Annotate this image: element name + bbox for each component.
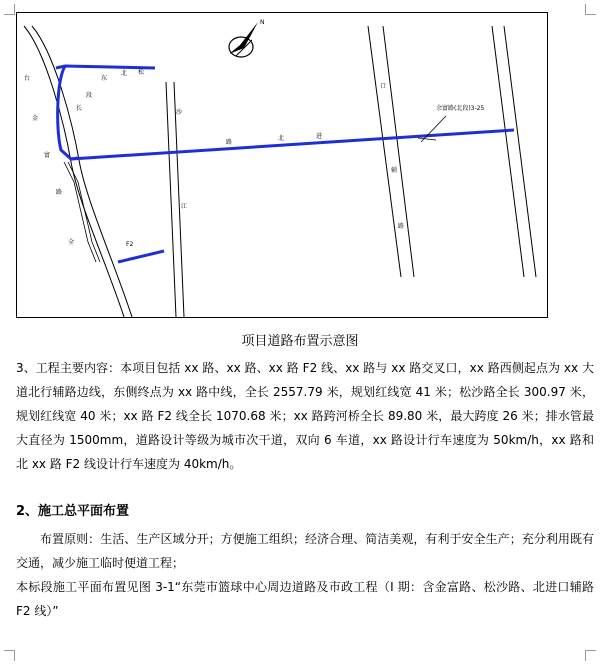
road-label: 辅 — [391, 167, 398, 174]
map-frame — [17, 13, 548, 318]
section-heading: 2、施工总平面布置 — [16, 504, 130, 519]
page-corner-mark — [4, 4, 15, 15]
page-corner-mark — [585, 650, 596, 661]
road-label: 金 — [32, 115, 39, 122]
road-layout-map — [16, 12, 548, 318]
road-label: 富 — [44, 152, 51, 159]
road-label: 北 — [121, 70, 128, 77]
road-label: 北 — [278, 135, 285, 142]
figure-caption: 项目道路布置示意图 — [241, 334, 359, 349]
road-label: 台 — [24, 75, 31, 82]
svg-text:N: N — [260, 19, 265, 26]
reference-paragraph: 本标段施工平面布置见图 3-1“东莞市篮球中心周边道路及市政工程（I 期：含金富路、松沙路、北进口辅路 F2 线）” — [16, 580, 594, 618]
road-label: 松 — [138, 69, 145, 76]
page-corner-mark — [4, 650, 15, 661]
road-label: 江 — [181, 203, 188, 210]
road-label: 路 — [398, 223, 405, 230]
road-label: 沙 — [176, 109, 183, 116]
road-label: F2 — [126, 241, 134, 248]
page-corner-mark — [585, 4, 596, 15]
principle-paragraph: 布置原则：生活、生产区域分开；方便施工组织；经济合理、简洁美观，有利于安全生产；充分利用既有交通，减少施工临时便道工程； — [16, 532, 594, 570]
map-annotation: 余富路(北段)3-25 — [436, 105, 485, 112]
road-label: 东 — [101, 75, 108, 82]
road-label: 段 — [86, 92, 93, 99]
road-label: 长 — [76, 105, 83, 112]
road-label: 进 — [316, 133, 323, 140]
road-label: 路 — [226, 139, 233, 146]
section3-paragraph: 3、工程主要内容：本项目包括 xx 路、xx 路、xx 路 F2 线、xx 路与 xx 路交叉口，xx 路西侧起点为 xx 大道北行辅路边线，东侧终点为 xx 路中线，全长 2557.79 米，规划红线宽 41 米；松沙路全长 300.97 米，规划红线宽 40 米；xx 路 F2 线全长 1070.68 米；xx 路跨河桥全长 89.80 米，最大跨度 26 米；排水管最大直径为 1500mm，道路设计等级为城市次干道，双向 6 车道，xx 路设计行车速度为 50km/h，xx 路和北 xx 路 F2 线设计行车速度为 40km/h。 — [16, 361, 594, 471]
road-layout-figure — [16, 12, 548, 318]
road-label: 路 — [56, 189, 63, 196]
road-label: 全 — [68, 239, 75, 246]
road-label: 口 — [380, 83, 387, 90]
